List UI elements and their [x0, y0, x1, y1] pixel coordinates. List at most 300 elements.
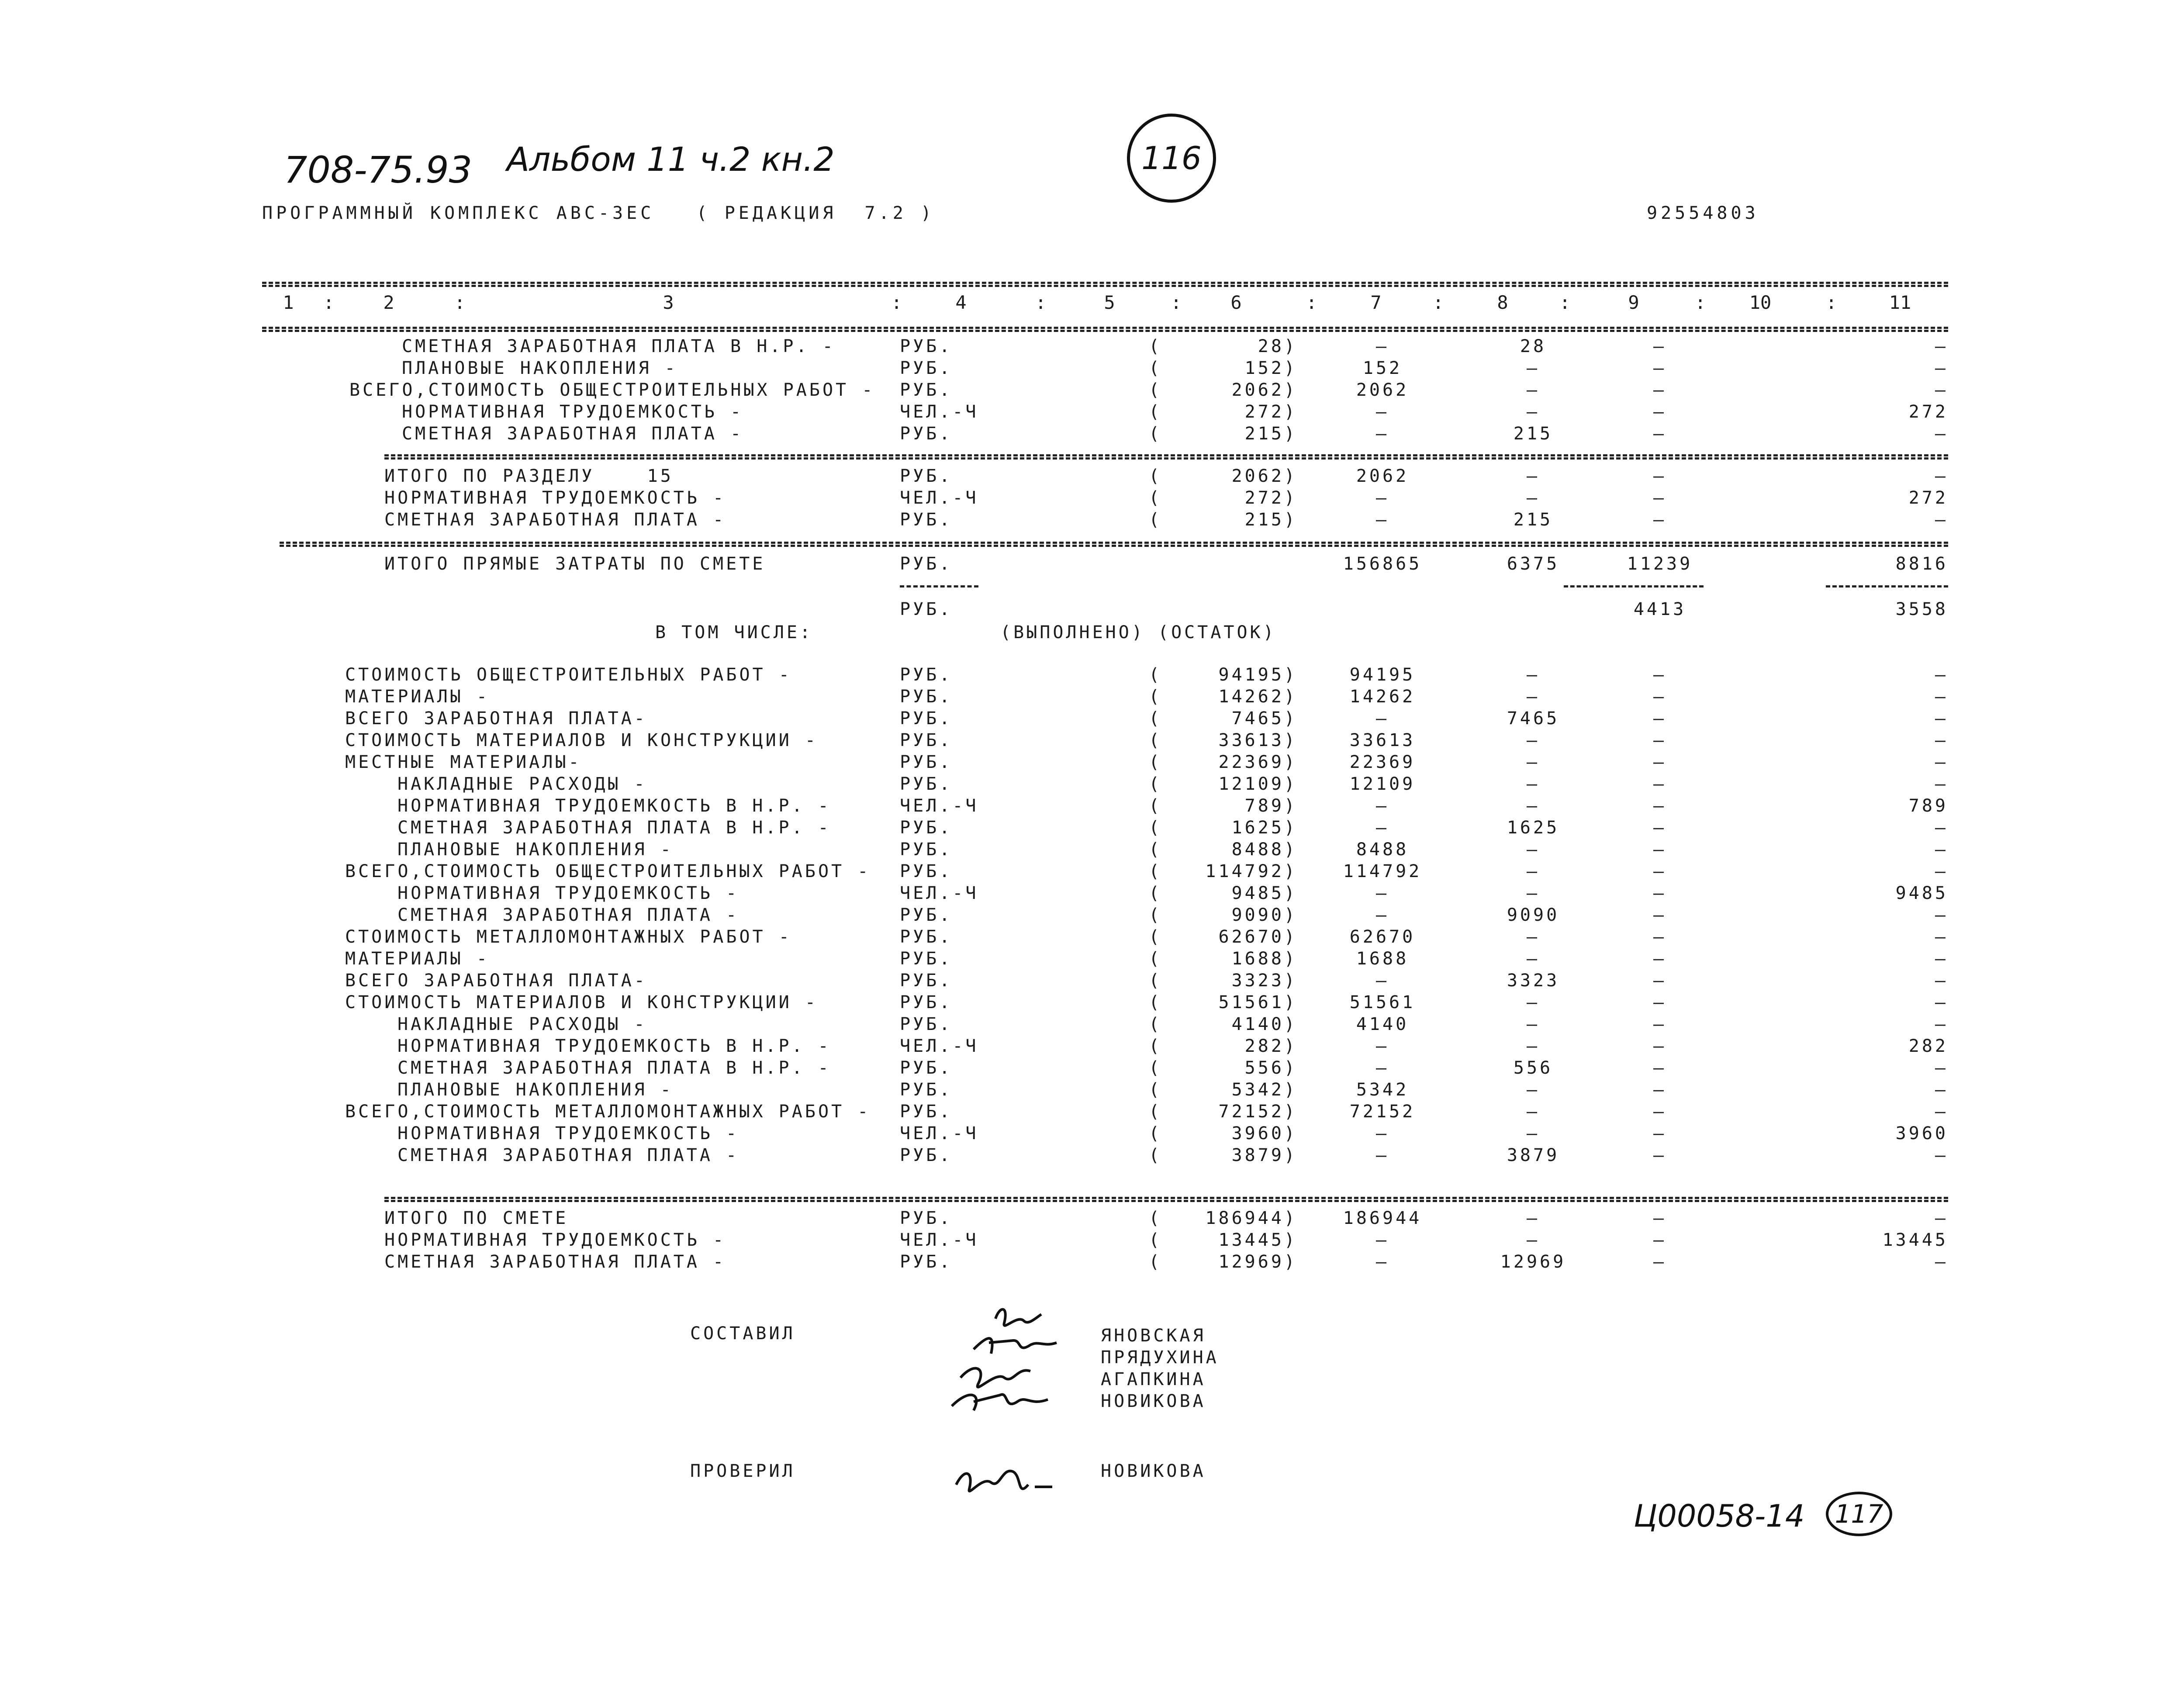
- col8-value: –: [1526, 927, 1540, 947]
- open-paren: (: [1149, 708, 1162, 729]
- col7-value: –: [1375, 1230, 1389, 1250]
- col8-value: –: [1526, 1208, 1540, 1228]
- handwritten-code: 708-75.93: [284, 149, 473, 191]
- signature-handwriting-icon: [947, 1301, 1096, 1432]
- album-label: Альбом 11 ч.2 кн.2: [507, 140, 835, 179]
- col8-value: –: [1526, 466, 1540, 486]
- col11-value: –: [1935, 927, 1948, 947]
- col7-value: 114792: [1343, 861, 1422, 881]
- row-label: СМЕТНАЯ ЗАРАБОТНАЯ ПЛАТА В Н.Р. -: [402, 336, 836, 356]
- col7-value: 33613: [1349, 730, 1416, 750]
- col8-value: –: [1526, 358, 1540, 378]
- row-unit: РУБ.: [900, 840, 953, 860]
- col9-value: –: [1653, 380, 1667, 400]
- table-row: [0, 1102, 2184, 1123]
- open-paren: (: [1149, 665, 1162, 685]
- open-paren: (: [1149, 796, 1162, 816]
- dashed-rule: [900, 585, 978, 587]
- open-paren: (: [1149, 861, 1162, 881]
- col8-value: –: [1526, 883, 1540, 903]
- table-row: [0, 1036, 2184, 1058]
- column-separator: :: [1433, 292, 1444, 313]
- col11-value: –: [1935, 1058, 1948, 1078]
- page-oval: [1826, 1492, 1892, 1536]
- table-row: [0, 1058, 2184, 1080]
- open-paren: (: [1149, 840, 1162, 860]
- col11-value: –: [1935, 840, 1948, 860]
- row-unit: РУБ.: [900, 1080, 953, 1100]
- dashed-rule: [384, 1200, 1948, 1202]
- open-paren: (: [1149, 380, 1162, 400]
- row-unit: РУБ.: [900, 1208, 953, 1228]
- composer-2: ПРЯДУХИНА: [1101, 1348, 1219, 1368]
- col9-value: –: [1653, 730, 1667, 750]
- col9-value: –: [1653, 752, 1667, 772]
- table-row: [0, 883, 2184, 905]
- col7-value: –: [1375, 1058, 1389, 1078]
- row-label: СМЕТНАЯ ЗАРАБОТНАЯ ПЛАТА В Н.Р. -: [397, 1058, 831, 1078]
- table-row: [0, 510, 2184, 532]
- col9-value: 4413: [1633, 599, 1686, 619]
- row-unit: ЧЕЛ.-Ч: [900, 1230, 979, 1250]
- col6-value: 51561): [1218, 992, 1297, 1012]
- header-rule-top: [262, 282, 1948, 284]
- col11-value: –: [1935, 1080, 1948, 1100]
- col9-value: –: [1653, 992, 1667, 1012]
- col6-value: 282): [1244, 1036, 1297, 1056]
- program-title: ПРОГРАММНЫЙ КОМПЛЕКС АВС-ЗЕС ( РЕДАКЦИЯ 7.2 ): [262, 203, 935, 223]
- row-label: ИТОГО ПО РАЗДЕЛУ 15: [384, 466, 674, 486]
- row-unit: РУБ.: [900, 905, 953, 925]
- header-rule-top-2: [262, 285, 1948, 287]
- col11-value: 3558: [1895, 599, 1948, 619]
- col9-value: –: [1653, 1230, 1667, 1250]
- dashed-rule: [1826, 585, 1948, 587]
- col11-value: 13445: [1882, 1230, 1948, 1250]
- col11-value: –: [1935, 1145, 1948, 1165]
- col7-value: 1688: [1356, 949, 1409, 969]
- row-unit: РУБ.: [900, 730, 953, 750]
- dashed-rule: [384, 457, 1948, 460]
- row-label: НАКЛАДНЫЕ РАСХОДЫ -: [397, 774, 647, 794]
- col7-value: 62670: [1349, 927, 1416, 947]
- column-separator: :: [891, 292, 902, 313]
- table-row: [0, 1123, 2184, 1145]
- table-row: [0, 1230, 2184, 1252]
- col11-value: –: [1935, 358, 1948, 378]
- column-number-label: 2: [383, 292, 394, 313]
- col11-value: –: [1935, 665, 1948, 685]
- col7-value: –: [1375, 883, 1389, 903]
- open-paren: (: [1149, 949, 1162, 969]
- col7-value: 186944: [1343, 1208, 1422, 1228]
- col8-value: –: [1526, 665, 1540, 685]
- row-label: ПЛАНОВЫЕ НАКОПЛЕНИЯ -: [402, 358, 678, 378]
- col7-value: 22369: [1349, 752, 1416, 772]
- column-number-label: 8: [1497, 292, 1508, 313]
- header-rule-bottom: [262, 327, 1948, 329]
- col9-value: –: [1653, 774, 1667, 794]
- row-unit: РУБ.: [900, 510, 953, 530]
- page-oval-number: 117: [1835, 1499, 1883, 1529]
- col11-value: –: [1935, 818, 1948, 838]
- col6-value: 152): [1244, 358, 1297, 378]
- col9-value: –: [1653, 840, 1667, 860]
- direct-costs-row: [0, 554, 2184, 576]
- open-paren: (: [1149, 358, 1162, 378]
- col8-value: –: [1526, 1230, 1540, 1250]
- composer-4: НОВИКОВА: [1101, 1391, 1206, 1411]
- col7-value: 2062: [1356, 380, 1409, 400]
- checked-label: ПРОВЕРИЛ: [690, 1461, 795, 1481]
- column-number-label: 1: [283, 292, 294, 313]
- col11-value: –: [1935, 730, 1948, 750]
- column-separator: :: [1035, 292, 1047, 313]
- row-unit: РУБ.: [900, 1252, 953, 1272]
- col6-value: 7465): [1231, 708, 1297, 729]
- signature-scribbles: [939, 1293, 1096, 1434]
- dashed-rule: [384, 1197, 1948, 1199]
- row-unit: РУБ.: [900, 1014, 953, 1034]
- row-unit: РУБ.: [900, 971, 953, 991]
- col9-value: 11239: [1627, 554, 1693, 574]
- row-unit: ЧЕЛ.-Ч: [900, 1123, 979, 1144]
- row-unit: РУБ.: [900, 336, 953, 356]
- col11-value: –: [1935, 861, 1948, 881]
- col7-value: –: [1375, 510, 1389, 530]
- col11-value: –: [1935, 424, 1948, 444]
- col7-value: –: [1375, 1123, 1389, 1144]
- row-unit: РУБ.: [900, 861, 953, 881]
- table-row: [0, 971, 2184, 992]
- col6-value: 4140): [1231, 1014, 1297, 1034]
- table-row: [0, 774, 2184, 796]
- row-label: ПЛАНОВЫЕ НАКОПЛЕНИЯ -: [397, 1080, 674, 1100]
- col9-value: –: [1653, 861, 1667, 881]
- col9-value: –: [1653, 708, 1667, 729]
- row-unit: РУБ.: [900, 1058, 953, 1078]
- col6-value: 22369): [1218, 752, 1297, 772]
- open-paren: (: [1149, 1014, 1162, 1034]
- col7-value: –: [1375, 424, 1389, 444]
- col7-value: –: [1375, 488, 1389, 508]
- col11-value: –: [1935, 336, 1948, 356]
- col9-value: –: [1653, 665, 1667, 685]
- including-label: В ТОМ ЧИСЛЕ:: [655, 622, 813, 643]
- col9-value: –: [1653, 1036, 1667, 1056]
- open-paren: (: [1149, 883, 1162, 903]
- open-paren: (: [1149, 336, 1162, 356]
- done-rest-label: (ВЫПОЛНЕНО) (ОСТАТОК): [1000, 622, 1276, 643]
- column-number-label: 6: [1230, 292, 1242, 313]
- composed-label: СОСТАВИЛ: [690, 1323, 795, 1344]
- col8-value: –: [1526, 730, 1540, 750]
- column-separator: :: [1306, 292, 1317, 313]
- row-unit: РУБ.: [900, 752, 953, 772]
- col6-value: 5342): [1231, 1080, 1297, 1100]
- table-row: [0, 665, 2184, 687]
- row-label: НОРМАТИВНАЯ ТРУДОЕМКОСТЬ В Н.Р. -: [397, 1036, 831, 1056]
- col8-value: 215: [1513, 424, 1553, 444]
- col6-value: 9485): [1231, 883, 1297, 903]
- col11-value: –: [1935, 971, 1948, 991]
- col8-value: –: [1526, 949, 1540, 969]
- col9-value: –: [1653, 687, 1667, 707]
- open-paren: (: [1149, 1102, 1162, 1122]
- open-paren: (: [1149, 424, 1162, 444]
- row-label: СМЕТНАЯ ЗАРАБОТНАЯ ПЛАТА -: [402, 424, 744, 444]
- col7-value: 94195: [1349, 665, 1416, 685]
- row-unit: РУБ.: [900, 992, 953, 1012]
- col6-value: 272): [1244, 488, 1297, 508]
- table-row: [0, 818, 2184, 840]
- col7-value: –: [1375, 708, 1389, 729]
- col11-value: –: [1935, 687, 1948, 707]
- col9-value: –: [1653, 927, 1667, 947]
- open-paren: (: [1149, 510, 1162, 530]
- page-number-circle: [1127, 114, 1216, 203]
- row-unit: РУБ.: [900, 1102, 953, 1122]
- open-paren: (: [1149, 752, 1162, 772]
- row-unit: ЧЕЛ.-Ч: [900, 488, 979, 508]
- open-paren: (: [1149, 402, 1162, 422]
- table-row: [0, 1208, 2184, 1230]
- col8-value: –: [1526, 1014, 1540, 1034]
- col6-value: 3879): [1231, 1145, 1297, 1165]
- table-row: [0, 424, 2184, 446]
- row-label: СТОИМОСТЬ МАТЕРИАЛОВ И КОНСТРУКЦИИ -: [345, 992, 818, 1012]
- col11-value: –: [1935, 1014, 1948, 1034]
- col9-value: –: [1653, 1208, 1667, 1228]
- col8-value: –: [1526, 402, 1540, 422]
- col8-value: –: [1526, 1036, 1540, 1056]
- col8-value: –: [1526, 488, 1540, 508]
- open-paren: (: [1149, 1080, 1162, 1100]
- row-label: НОРМАТИВНАЯ ТРУДОЕМКОСТЬ -: [402, 402, 744, 422]
- col7-value: 152: [1362, 358, 1403, 378]
- col11-value: –: [1935, 1252, 1948, 1272]
- open-paren: (: [1149, 687, 1162, 707]
- table-row: [0, 861, 2184, 883]
- col7-value: 72152: [1349, 1102, 1416, 1122]
- col6-value: 1625): [1231, 818, 1297, 838]
- row-label: МЕСТНЫЕ МАТЕРИАЛЫ-: [345, 752, 582, 772]
- col9-value: –: [1653, 336, 1667, 356]
- column-number-label: 9: [1628, 292, 1639, 313]
- col7-value: –: [1375, 796, 1389, 816]
- col11-value: –: [1935, 1102, 1948, 1122]
- column-number-label: 7: [1370, 292, 1382, 313]
- col8-value: 6375: [1507, 554, 1560, 574]
- open-paren: (: [1149, 1230, 1162, 1250]
- col9-value: –: [1653, 1123, 1667, 1144]
- row-unit: РУБ.: [900, 665, 953, 685]
- column-separator: :: [1695, 292, 1706, 313]
- col9-value: –: [1653, 1080, 1667, 1100]
- column-number-label: 5: [1104, 292, 1115, 313]
- document-number: 92554803: [1647, 203, 1759, 223]
- open-paren: (: [1149, 927, 1162, 947]
- column-separator: :: [1826, 292, 1837, 313]
- col7-value: –: [1375, 1252, 1389, 1272]
- column-number-label: 10: [1749, 292, 1772, 313]
- col9-value: –: [1653, 905, 1667, 925]
- row-label: ВСЕГО,СТОИМОСТЬ ОБЩЕСТРОИТЕЛЬНЫХ РАБОТ -: [345, 861, 871, 881]
- row-label: НОРМАТИВНАЯ ТРУДОЕМКОСТЬ -: [384, 488, 726, 508]
- col6-value: 114792): [1205, 861, 1297, 881]
- col8-value: 12969: [1500, 1252, 1566, 1272]
- col6-value: 3323): [1231, 971, 1297, 991]
- col7-value: –: [1375, 336, 1389, 356]
- col11-value: 282: [1908, 1036, 1948, 1056]
- col9-value: –: [1653, 949, 1667, 969]
- col8-value: –: [1526, 752, 1540, 772]
- col7-value: –: [1375, 402, 1389, 422]
- col9-value: –: [1653, 466, 1667, 486]
- dashed-rule: [384, 454, 1948, 456]
- col11-value: –: [1935, 905, 1948, 925]
- col6-value: 3960): [1231, 1123, 1297, 1144]
- row-label: НОРМАТИВНАЯ ТРУДОЕМКОСТЬ -: [397, 1123, 740, 1144]
- col8-value: –: [1526, 774, 1540, 794]
- table-row: [0, 905, 2184, 927]
- col6-value: 33613): [1218, 730, 1297, 750]
- row-label: МАТЕРИАЛЫ -: [345, 949, 490, 969]
- col9-value: –: [1653, 818, 1667, 838]
- col8-value: –: [1526, 992, 1540, 1012]
- col7-value: 2062: [1356, 466, 1409, 486]
- col11-value: –: [1935, 992, 1948, 1012]
- row-label: СМЕТНАЯ ЗАРАБОТНАЯ ПЛАТА -: [384, 1252, 726, 1272]
- checker-signature-icon: [952, 1458, 1057, 1507]
- row-label: СТОИМОСТЬ ОБЩЕСТРОИТЕЛЬНЫХ РАБОТ -: [345, 665, 792, 685]
- dashed-rule: [280, 542, 1948, 544]
- col9-value: –: [1653, 488, 1667, 508]
- col7-value: –: [1375, 905, 1389, 925]
- table-row: [0, 466, 2184, 488]
- row-unit: РУБ.: [900, 358, 953, 378]
- checker-signature: [943, 1450, 1057, 1508]
- col9-value: –: [1653, 424, 1667, 444]
- row-label: ВСЕГО,СТОИМОСТЬ МЕТАЛЛОМОНТАЖНЫХ РАБОТ -: [345, 1102, 871, 1122]
- row-label: НОРМАТИВНАЯ ТРУДОЕМКОСТЬ -: [384, 1230, 726, 1250]
- col8-value: 28: [1520, 336, 1547, 356]
- col6-value: 2062): [1231, 380, 1297, 400]
- col11-value: 9485: [1895, 883, 1948, 903]
- col7-value: –: [1375, 1145, 1389, 1165]
- col7-value: –: [1375, 971, 1389, 991]
- col8-value: 1625: [1507, 818, 1560, 838]
- open-paren: (: [1149, 992, 1162, 1012]
- row-label: НОРМАТИВНАЯ ТРУДОЕМКОСТЬ В Н.Р. -: [397, 796, 831, 816]
- row-label: СМЕТНАЯ ЗАРАБОТНАЯ ПЛАТА -: [397, 1145, 740, 1165]
- col8-value: –: [1526, 840, 1540, 860]
- column-separator: :: [1171, 292, 1182, 313]
- table-row: [0, 730, 2184, 752]
- col6-value: 215): [1244, 510, 1297, 530]
- col7-value: 156865: [1343, 554, 1422, 574]
- header-rule-bottom-2: [262, 330, 1948, 332]
- col9-value: –: [1653, 883, 1667, 903]
- col8-value: 7465: [1507, 708, 1560, 729]
- col6-value: 272): [1244, 402, 1297, 422]
- row-unit: РУБ.: [900, 599, 953, 619]
- col6-value: 62670): [1218, 927, 1297, 947]
- row-unit: ЧЕЛ.-Ч: [900, 402, 979, 422]
- col9-value: –: [1653, 1145, 1667, 1165]
- column-separator: :: [1559, 292, 1571, 313]
- col11-value: 8816: [1895, 554, 1948, 574]
- row-unit: РУБ.: [900, 708, 953, 729]
- col6-value: 215): [1244, 424, 1297, 444]
- col7-value: 14262: [1349, 687, 1416, 707]
- col7-value: 5342: [1356, 1080, 1409, 1100]
- col6-value: 94195): [1218, 665, 1297, 685]
- row-unit: ЧЕЛ.-Ч: [900, 1036, 979, 1056]
- table-row: [0, 358, 2184, 380]
- stamp-code: Ц00058-14: [1634, 1498, 1805, 1534]
- table-row: [0, 840, 2184, 861]
- row-unit: РУБ.: [900, 927, 953, 947]
- row-label: СТОИМОСТЬ МАТЕРИАЛОВ И КОНСТРУКЦИИ -: [345, 730, 818, 750]
- row-label: НОРМАТИВНАЯ ТРУДОЕМКОСТЬ -: [397, 883, 740, 903]
- col9-value: –: [1653, 1058, 1667, 1078]
- col8-value: 3879: [1507, 1145, 1560, 1165]
- row-label: СМЕТНАЯ ЗАРАБОТНАЯ ПЛАТА -: [384, 510, 726, 530]
- col7-value: 8488: [1356, 840, 1409, 860]
- col6-value: 8488): [1231, 840, 1297, 860]
- col11-value: 272: [1908, 488, 1948, 508]
- col8-value: –: [1526, 1102, 1540, 1122]
- open-paren: (: [1149, 1252, 1162, 1272]
- row-unit: РУБ.: [900, 380, 953, 400]
- col6-value: 12109): [1218, 774, 1297, 794]
- open-paren: (: [1149, 774, 1162, 794]
- table-row: [0, 488, 2184, 510]
- row-unit: ЧЕЛ.-Ч: [900, 883, 979, 903]
- col11-value: 3960: [1895, 1123, 1948, 1144]
- col11-value: –: [1935, 949, 1948, 969]
- col9-value: –: [1653, 1252, 1667, 1272]
- table-row: [0, 992, 2184, 1014]
- row-unit: РУБ.: [900, 1145, 953, 1165]
- col11-value: –: [1935, 466, 1948, 486]
- col6-value: 556): [1244, 1058, 1297, 1078]
- col8-value: 556: [1513, 1058, 1553, 1078]
- col6-value: 1688): [1231, 949, 1297, 969]
- col6-value: 14262): [1218, 687, 1297, 707]
- col7-value: 4140: [1356, 1014, 1409, 1034]
- table-row: [0, 402, 2184, 424]
- open-paren: (: [1149, 730, 1162, 750]
- col11-value: –: [1935, 510, 1948, 530]
- col11-value: 789: [1908, 796, 1948, 816]
- col8-value: 3323: [1507, 971, 1560, 991]
- row-unit: РУБ.: [900, 424, 953, 444]
- table-row: [0, 1080, 2184, 1102]
- open-paren: (: [1149, 905, 1162, 925]
- col8-value: –: [1526, 1123, 1540, 1144]
- col6-value: 13445): [1218, 1230, 1297, 1250]
- col8-value: –: [1526, 796, 1540, 816]
- col6-value: 9090): [1231, 905, 1297, 925]
- col6-value: 2062): [1231, 466, 1297, 486]
- col11-value: –: [1935, 380, 1948, 400]
- col11-value: –: [1935, 1208, 1948, 1228]
- table-row: [0, 336, 2184, 358]
- open-paren: (: [1149, 1058, 1162, 1078]
- col9-value: –: [1653, 1014, 1667, 1034]
